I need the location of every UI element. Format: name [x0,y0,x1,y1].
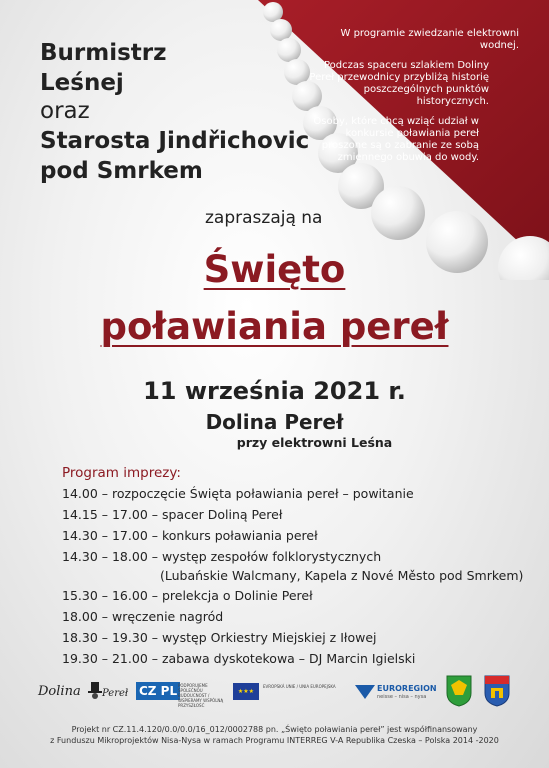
event-place-sub: przy elektrowni Leśna [236,435,393,450]
event-title-line1: Święto [203,248,346,291]
organizer-mayor: Burmistrz [40,40,167,66]
eu-logo: ★★★ EVROPSKÁ UNIE / UNIA EUROPEJSKA [233,682,343,702]
intro-text [299,28,519,172]
program-item: 14.30 – 18.00 – występ zespołów folklorystycznych [62,549,382,564]
program-item: 15.30 – 16.00 – prelekcja o Dolinie Pereł [62,588,313,603]
funding-footer [0,724,549,746]
sponsor-logos [0,670,549,715]
organizer-starosta: Starosta Jindřichovic [40,128,310,154]
dolina-perel-logo: Dolina Pereł [38,684,129,699]
footer-line-1: Projekt nr CZ.11.4.120/0.0/0.0/16_012/0002788 pn. „Święto poławiania pereł” jest współfinansowany [71,725,478,734]
intro-paragraph-1: W programie zwiedzanie elektrowni wodnej. [340,28,519,51]
program-item-note: (Lubańskie Walcmany, Kapela z Nové Město pod Smrkem) [160,568,524,583]
organizer-and: oraz [40,98,90,124]
program-item: 14.15 – 17.00 – spacer Doliną Pereł [62,507,283,522]
euroregion-logo: EUROREGION neisse – nisa – nysa [355,682,440,704]
organizer-town: Leśnej [40,70,124,96]
intro-paragraph-2: Podczas spaceru szlakiem Doliny Pereł przewodnicy przybliżą historię poszczególnych punktów historycznych. [309,60,489,107]
invite-text: zapraszają na [205,208,323,228]
eu-flag-icon: ★★★ [233,683,259,700]
top-hat-icon [88,682,102,700]
intro-paragraph-3: Osoby, które chcą wziąć udział w konkursie poławiania pereł proszone są o zabranie ze sobą zmiennego obuwia do wody. [313,116,479,163]
program-item: 14.00 – rozpoczęcie Święta poławiania pereł – powitanie [62,486,414,501]
event-date: 11 września 2021 r. [143,377,406,405]
event-title-line2: poławiania pereł [100,305,449,348]
program-item: 18.00 – wręczenie nagród [62,609,224,624]
jindrichovice-coat-of-arms-icon [484,675,510,707]
program-item: 19.30 – 21.00 – zabawa dyskotekowa – DJ Marcin Igielski [62,651,416,666]
program-heading: Program imprezy: [62,465,181,481]
lesna-coat-of-arms-icon [446,675,472,707]
euroregion-arrow-icon [355,685,375,699]
program-item: 18.30 – 19.30 – występ Orkiestry Miejskiej z Iłowej [62,630,377,645]
organizer-place: pod Smrkem [40,158,203,184]
program-item: 14.30 – 17.00 – konkurs poławiania pereł [62,528,318,543]
czpl-logo: CZ PL PODPORUJEME SPOLEČNOU BUDOUCNOST / WSPIERAMY WSPÓLNĄ PRZYSZŁOŚĆ [136,682,228,702]
footer-line-2: z Funduszu Mikroprojektów Nisa-Nysa w ramach Programu INTERREG V-A Republika Czeska – Polska 2014 -2020 [50,736,499,745]
event-place: Dolina Pereł [205,410,344,434]
